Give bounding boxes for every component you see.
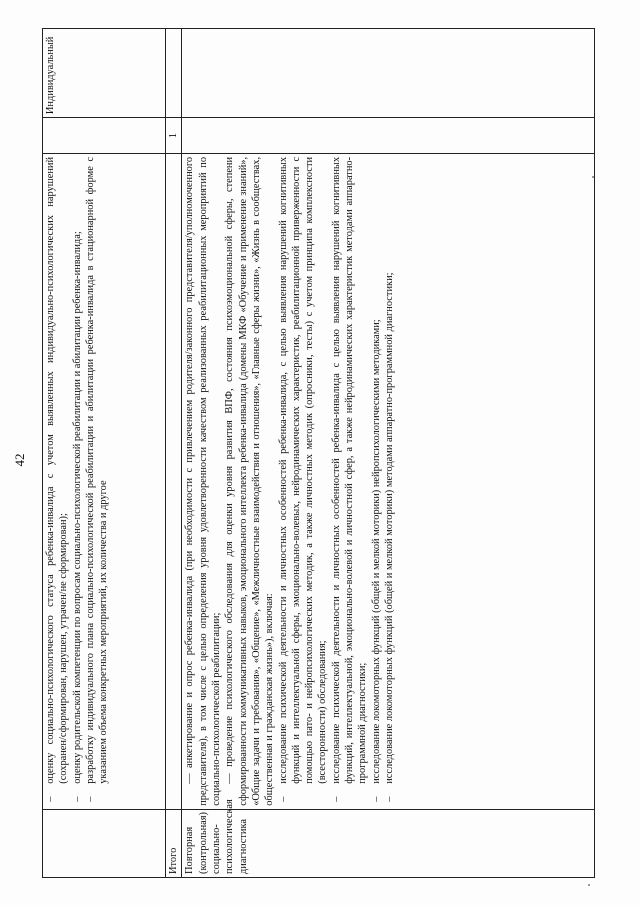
- scan-speck: [588, 884, 590, 886]
- content-list: [44, 157, 111, 806]
- page-number: 42: [12, 453, 27, 467]
- service-name-cell: [43, 809, 166, 877]
- table-row: [43, 29, 166, 878]
- list-item: – исследование психической деятельности и личностных особенностей ребенка-инвалида с целью выявления нарушений когнитивных функций, интеллектуальной, эмоционально-волевой и личностной сфер, а также нейродинамических характеристик методами аппаратно-программной диагностики;: [330, 157, 370, 806]
- content-paragraph: — анкетирование и опрос ребенка-инвалида (при необходимости с привлечением родителя/законного представителя/уполномоченного представителя), в том числе с целью определения уровня удовлетворенности качеством реализованных реабилитационных мероприятий по социально-психологической реабилитации;: [184, 156, 222, 806]
- itogo-empty-cell: [166, 153, 182, 809]
- scan-speck: [592, 176, 594, 178]
- list-item: – оценку родительской компетенции по вопросам социально-психологической реабилитации и абилитации ребенка-инвалида;: [71, 157, 84, 806]
- table-row: [166, 29, 182, 878]
- form-cell: [182, 29, 595, 118]
- service-content-cell: [43, 153, 166, 809]
- list-item: – исследование локомоторных функций (общей и мелкой моторики) методами аппаратно-программной диагностики;: [383, 157, 396, 806]
- services-table: [42, 28, 595, 878]
- table-wrapper: [42, 28, 602, 878]
- service-content-cell: [182, 153, 595, 809]
- content-paragraph: — проведение психологического обследования для оценки уровня развития ВПФ, состояния психоэмоциональной сферы, степени сформированности коммуникативных навыков, эмоционального интеллекта ребенка-инвалида (домены МКФ «Обучение и применение знаний», «Общие задачи и требования», «Общение», «Межличностные взаимодействия и отношения», «Главные сферы жизни», «Жизнь в сообществах, общественная и гражданская жизнь»), включая:: [224, 156, 276, 806]
- service-name-cell: Повторная (контрольная) социально-психологическая диагностика: [182, 809, 595, 877]
- form-cell: Индивидуальный: [43, 29, 166, 118]
- list-item: – исследование психической деятельности и личностных особенностей ребенка-инвалида, с целью выявления нарушений когнитивных функций и интеллектуальной сферы, эмоционально-волевых, нейродинамических характеристик, реабилитационной приверженности с помощью пато- и нейропсихологических методик, а также личностных методик (опросники, тесты) с учетом принципа комплексности (всесторонности) обследования;: [277, 157, 330, 806]
- itogo-count: 1: [166, 118, 182, 154]
- itogo-label: Итого: [166, 809, 182, 877]
- table-row: [182, 29, 595, 878]
- list-item: – оценку социально-психологического статуса ребенка-инвалида с учетом выявленных индивидуально-психологических нарушений (сохранен/сформирован, нарушен, утрачен/не сформирован);: [44, 157, 71, 806]
- count-cell: [43, 118, 166, 154]
- content-list: [277, 157, 397, 806]
- list-item: – разработку индивидуального плана социально-психологической реабилитации и абилитации ребенка-инвалида в стационарной форме с указанием объема конкретных мероприятий, их количества и другое: [84, 157, 111, 806]
- list-item: – исследование локомоторных функций (общей и мелкой моторики) нейропсихологическими методиками;: [370, 157, 383, 806]
- count-cell: [182, 118, 595, 154]
- itogo-form-cell: [166, 29, 182, 118]
